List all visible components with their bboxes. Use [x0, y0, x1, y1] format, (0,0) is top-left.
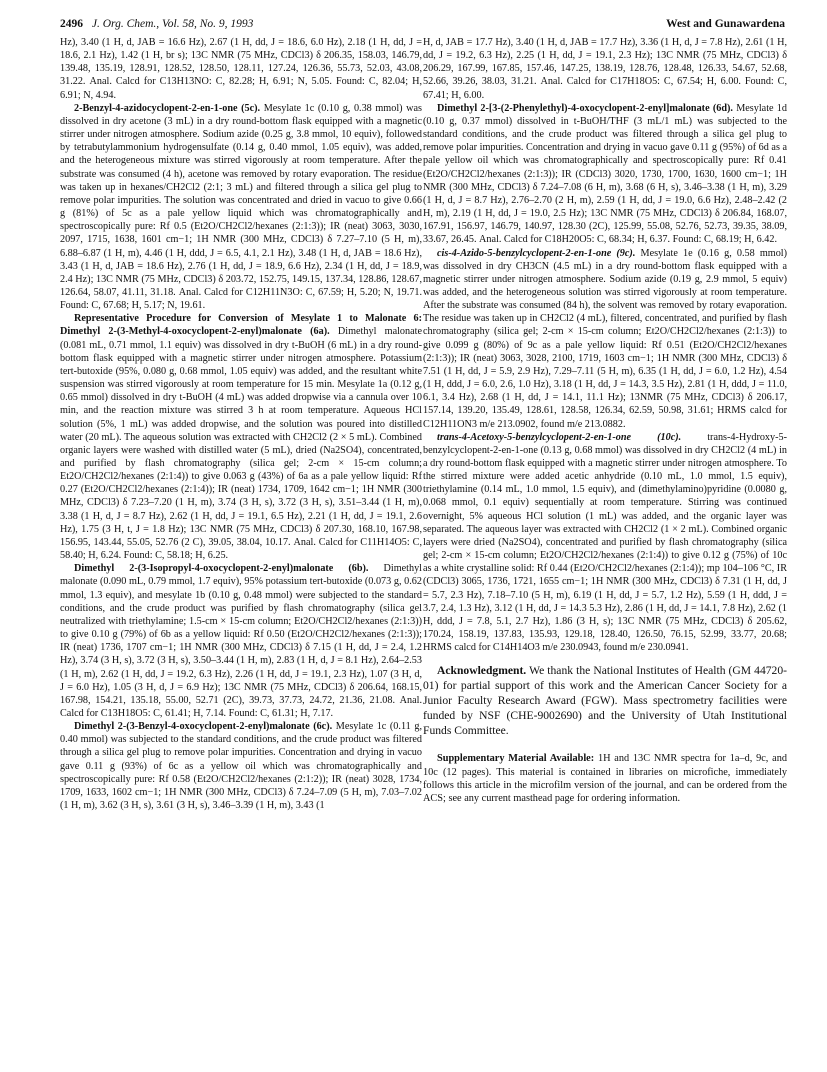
journal-citation: J. Org. Chem., Vol. 58, No. 9, 1993 — [91, 18, 254, 30]
acknowledgment-body: We thank the National Institutes of Health (GM 44720-01) for partial support of this work and the American Cancer Society for a Junior Faculty Research Award (FGW). Mass spectrometry facilities were funded by NSF (CHE-9002690) and the University of Utah Institutional Funds Committee. — [423, 664, 787, 738]
body-10c: trans-4-Hydroxy-5-benzylcyclopent-2-en-1-one (0.13 g, 0.68 mmol) was dissolved in dry CH2Cl2 (4 mL) in a dry round-bottom flask equipped with a magnetic stirrer under nitrogen atmosphere. To the stirred mixture were added acetic anhydride (0.10 mL, 1.0 mmol, 1.5 equiv), triethylamine (0.14 mL, 1.0 mmol, 1.5 equiv), and (dimethylamino)pyridine (0.0080 g, 0.068 mmol, 0.1 equiv) sequentially at room temperature. Stirring was continued overnight, 5% aqueous HCl solution (1 mL) was added, and the organic layer was separated. The aqueous layer was extracted with CH2Cl2 (1 × 2 mL). Combined organic layers were dried (Na2SO4), concentrated and purified by flash chromatography (silica gel; 2-cm × 15-cm column; Et2O/CH2Cl2/hexanes (2:1:4)) to give 0.12 g (75%) of 10c as a white crystalline solid: Rf 0.44 (Et2O/CH2Cl2/hexanes (2:1:4)); mp 104–106 °C, IR (CDCl3) 3065, 1736, 1721, 1655 cm−1; 1H NMR (300 MHz, CDCl3) δ 7.31 (1 H, dd, J = 5.7, 2.3 Hz), 7.18–7.10 (5 H, m), 6.19 (1 H, dd, J = 5.7, 1.2 Hz), 5.59 (1 H, ddd, J = 3.7, 2.4, 1.3 Hz), 3.12 (1 H, dd, J = 14.3 5.3 Hz), 2.86 (1 H, dd, J = 14.1, 7.8 Hz), 2.62 (1 H, ddd, J = 7.8, 5.1, 2.7 Hz), 1.86 (3 H, s); 13C NMR (75 MHz, CDCl3) δ 205.62, 170.24, 158.19, 137.83, 135.93, 129.18, 128.40, 126.50, 76.15, 52.99, 33.77, 20.68; HRMS calcd for C14H14O3 m/e 230.0943, found m/e 230.0941. — [423, 431, 787, 654]
heading-10c: trans-4-Acetoxy-5-benzylcyclopent-2-en-1-one (10c). — [437, 431, 682, 443]
paragraph-6a — [60, 312, 422, 562]
heading-9c: cis-4-Azido-5-benzylcyclopent-2-en-1-one (9c). — [437, 247, 636, 259]
paragraph-6d — [423, 102, 787, 247]
paragraph-6c — [60, 720, 422, 812]
heading-6b: Dimethyl 2-(3-Isopropyl-4-oxocyclopent-2-enyl)malonate (6b). — [74, 563, 369, 575]
body-6b: Dimethyl malonate (0.090 mL, 0.79 mmol, 1.7 equiv), 95% potassium tert-butoxide (0.073 g, 0.62 mmol, 1.3 equiv), and mesylate 1b (0.10 g, 0.48 mmol) were subjected to the standard conditions, and the crude product was purified by flash chromatography (silica gel neutralized with triethylamine; 1.5-cm × 15-cm column; Et2O/CH2Cl2/hexanes (2:1:3)) to give 0.10 g (79%) of 6b as a yellow liquid: Rf 0.50 (Et2O/CH2Cl2/hexanes (2:1:3)); IR (neat) 1736, 1707 cm−1; 1H NMR (300 MHz, CDCl3) δ 7.15 (1 H, dd, J = 2.4, 1.2 Hz), 3.74 (3 H, s), 3.72 (3 H, s), 3.50–3.44 (1 H, m), 2.83 (1 H, d, J = 8.1 Hz), 2.64–2.53 (1 H, m), 2.62 (1 H, dd, J = 19.2, 6.3 Hz), 2.26 (1 H, dd, J = 19.1, 2.3 Hz), 1.07 (3 H, d, J = 6.0 Hz), 1.05 (3 H, d, J = 6.9 Hz); 13C NMR (75 MHz, CDCl3) δ 206.64, 168.15, 167.98, 154.21, 135.18, 55.00, 52.71 (2C), 39.73, 37.73, 24.72, 21.36, 21.08. Anal. Calcd for C13H18O5: C, 61.41; H, 7.14. Found: C, 61.31; H, 7.17. — [60, 563, 422, 719]
body-6c: Mesylate 1c (0.11 g, 0.40 mmol) was subjected to the standard conditions, and the crude product was filtered through a silica gel plug to remove polar impurities. Concentration and drying in vacuo gave 0.11 g (93%) of 6c as a yellow oil which was chromatographically and spectroscopically pure: Rf 0.58 (Et2O/CH2Cl2/hexanes (2:1:2)); IR (neat) 3028, 1734, 1709, 1633, 1602 cm−1; 1H NMR (300 MHz, CDCl3) δ 7.24–7.09 (5 H, m), 7.03–7.02 (1 H, m), 3.62 (3 H, s), 3.61 (3 H, s), 3.46–3.39 (1 H, m), 3.43 (1 — [60, 721, 422, 812]
supplementary-material — [423, 752, 787, 805]
supplementary-heading: Supplementary Material Available: — [437, 753, 595, 765]
page-number: 2496 — [60, 18, 83, 30]
paragraph-9c — [423, 247, 787, 431]
acknowledgment-heading: Acknowledgment. — [437, 664, 527, 678]
header-left — [60, 18, 253, 30]
heading-5c: 2-Benzyl-4-azidocyclopent-2-en-1-one (5c). — [74, 102, 261, 114]
paragraph-6b — [60, 562, 422, 720]
acknowledgment — [423, 663, 787, 738]
paragraph-5c — [60, 102, 422, 313]
right-column — [423, 36, 787, 805]
paragraph-6c-continued: H, d, JAB = 17.7 Hz), 3.40 (1 H, d, JAB = 17.7 Hz), 3.36 (1 H, d, J = 7.8 Hz), 2.61 (1 H, dd, J = 19.2, 6.3 Hz), 2.25 (1 H, dd, J = 19.1, 2.3 Hz); 13C NMR (75 MHz, CDCl3) δ 206.29, 167.99, 167.85, 157.46, 147.25, 138.19, 128.76, 128.48, 126.33, 54.67, 52.68, 52.66, 39.26, 38.03, 31.21. Anal. Calcd for C17H18O5: C, 67.54; H, 6.00. Found: C, 67.41; H, 6.00. — [423, 37, 787, 101]
heading-6a: Representative Procedure for Conversion of Mesylate 1 to Malonate 6: Dimethyl 2-(3-Methyl-4-oxocyclopent-2-enyl)malonate (6a). — [60, 313, 422, 338]
body-5c: Mesylate 1c (0.10 g, 0.38 mmol) was dissolved in dry acetone (3 mL) in a dry round-bottom flask equipped with a magnetic stirrer under nitrogen atmosphere. Sodium azide (0.25 g, 3.8 mmol, 10 equiv), followed by tetrabutylammonium hydrogensulfate (0.14 g, 0.40 mmol, 1.05 equiv), was added, and the heterogeneous mixture was stirred vigorously at room temperature. After the substrate was consumed (4 h), acetone was removed by rotary evaporation. The residue was taken up in hexanes/CH2Cl2 (2:1; 3 mL) and filtered through a silica gel plug to remove polar impurities. The solution was concentrated and dried in vacuo to give 0.66 g (81%) of 5c as a pale yellow liquid which was chromatographically and spectroscopically pure: Rf 0.5 (Et2O/CH2Cl2/hexanes (2:1:3)); IR (neat) 3063, 3030, 2097, 1715, 1638, 1601 cm−1; 1H NMR (300 MHz, CDCl3) δ 7.27–7.10 (5 H, m), 6.88–6.87 (1 H, m), 4.46 (1 H, ddd, J = 6.5, 4.1, 2.1 Hz), 3.48 (1 H, d, JAB = 18.6 Hz), 3.43 (1 H, d, JAB = 18.6 Hz), 2.76 (1 H, dd, J = 18.9, 6.6 Hz), 2.34 (1 H, dd, J = 18.9, 2.4 Hz); 13C NMR (75 MHz, CDCl3) δ 203.72, 152.75, 149.15, 137.34, 128.86, 128.67, 126.64, 58.07, 41.11, 31.18. Anal. Calcd for C12H11N3O: C, 67.59; H, 5.20; N, 19.71. Found: C, 67.68; H, 5.17; N, 19.61. — [60, 102, 423, 312]
heading-6c: Dimethyl 2-(3-Benzyl-4-oxocyclopent-2-enyl)malonate (6c). — [74, 721, 333, 733]
body-6d: Mesylate 1d (0.10 g, 0.37 mmol) dissolved in t-BuOH/THF (3 mL/1 mL) was subjected to the standard conditions, and the crude product was filtered through a silica gel plug to remove polar impurities. Concentration and drying in vacuo gave 0.11 g (95%) of 6d as a pale yellow oil which was chromatographically and spectroscopically pure: Rf 0.41 (Et2O/CH2Cl2/hexanes (2:1:3)); IR (CDCl3) 3020, 1730, 1700, 1630, 1600 cm−1; 1H NMR (300 MHz, CDCl3) δ 7.24–7.08 (6 H, m), 3.68 (6 H, s), 3.46–3.38 (1 H, m), 3.29 (1 H, d, J = 8.7 Hz), 2.76–2.70 (2 H, m), 2.59 (1 H, dd, J = 19.0, 6.6 Hz), 2.48–2.42 (2 H, m), 2.19 (1 H, dd, J = 19.0, 2.5 Hz); 13C NMR (75 MHz, CDCl3) δ 206.84, 168.07, 167.91, 156.97, 146.79, 140.97, 128.30 (2C), 125.99, 55.08, 52.76, 52.73, 39.35, 38.09, 33.67, 26.45. Anal. Calcd for C18H20O5: C, 68.34; H, 6.37. Found: C, 68.19; H, 6.42. — [423, 102, 787, 246]
paragraph-10c — [423, 431, 787, 655]
supplementary-body: 1H and 13C NMR spectra for 1a–d, 9c, and 10c (12 pages). This material is contained in libraries on microfiche, immediately follows this article in the microfilm version of the journal, and can be ordered from the ACS; see any current masthead page for ordering information. — [423, 753, 787, 804]
heading-6d: Dimethyl 2-[3-(2-Phenylethyl)-4-oxocyclopent-2-enyl]malonate (6d). — [437, 102, 733, 114]
header-authors: West and Gunawardena — [666, 18, 785, 30]
body-6a: Dimethyl malonate (0.081 mL, 0.71 mmol, 1.1 equiv) was dissolved in dry t-BuOH (6 mL) in a dry round-bottom flask equipped with a magnetic stirrer under nitrogen atmosphere. Potassium tert-butoxide (95%, 0.080 g, 0.68 mmol, 1.05 equiv) was added, and the resultant white suspension was stirred vigorously at room temperature for 15 min. Mesylate 1a (0.12 g, 0.65 mmol) dissolved in dry t-BuOH (4 mL) was added dropwise via a cannula over 10 min, and the reaction mixture was stirred 3 h at room temperature. Aqueous HCl solution (5%, 1 mL) was added dropwise, and the solution was poured into distilled water (20 mL). The aqueous solution was extracted with CH2Cl2 (2 × 5 mL). Combined organic layers were washed with distilled water (5 mL), dried (Na2SO4), concentrated, and purified by flash chromatography (silica gel; 2-cm × 15-cm column; Et2O/CH2Cl2/hexanes (2:1:4)) to give 0.063 g (43%) of 6a as a pale yellow liquid: Rf 0.27 (Et2O/CH2Cl2/hexanes (2:1:4)); IR (neat) 1734, 1709, 1642 cm−1; 1H NMR (300 MHz, CDCl3) δ 7.23–7.20 (1 H, m), 3.74 (3 H, s), 3.72 (3 H, s), 3.51–3.44 (1 H, m), 3.38 (1 H, d, J = 8.7 Hz), 2.62 (1 H, dd, J = 19.1, 6.5 Hz), 2.21 (1 H, dd, J = 19.1, 2.6 Hz), 1.75 (3 H, t, J = 1.8 Hz); 13C NMR (75 MHz, CDCl3) δ 207.30, 168.10, 167.98, 156.95, 143.44, 55.05, 52.76 (2 C), 39.05, 38.04, 10.17. Anal. Calcd for C11H14O5: C, 58.40; H, 6.24. Found: C, 58.18; H, 6.25. — [60, 326, 422, 562]
body-9c: Mesylate 1e (0.16 g, 0.58 mmol) was dissolved in dry CH3CN (4.5 mL) in a dry round-bottom flask equipped with a magnetic stirrer under nitrogen atmosphere. Sodium azide (0.19 g, 2.9 mmol, 5 equiv) was added, and the heterogeneous solution was stirred vigorously at room temperature. After the substrate was consumed (84 h), the solvent was removed by rotary evaporation. The residue was taken up in CH2Cl2 (4 mL), filtered, concentrated, and purified by flash chromatography (silica gel; 2-cm × 15-cm column; Et2O/CH2Cl2/hexanes (2:1:3)) to give 0.099 g (80%) of 9c as a pale yellow liquid: Rf 0.51 (Et2O/CH2Cl2/hexanes (2:1:3)); IR (neat) 3063, 3028, 2100, 1719, 1603 cm−1; 1H NMR (300 MHz, CDCl3) δ 7.51 (1 H, dd, J = 5.9, 2.9 Hz), 7.29–7.11 (5 H, m), 6.35 (1 H, dd, J = 6.0, 1.2 Hz), 4.54 (1 H, ddd, J = 6.0, 2.6, 1.0 Hz), 3.18 (1 H, dd, J = 14.3, 3.5 Hz), 2.81 (1 H, ddd, J = 11.0, 6.1, 3.4 Hz), 2.68 (1 H, dd, J = 14.1, 11.1 Hz); 13NMR (75 MHz, CDCl3) δ 206.17, 157.14, 139.20, 135.49, 128.61, 128.58, 126.34, 62.59, 50.98, 31.61; HRMS calcd for C12H11ON3 m/e 213.0902, found m/e 213.0882. — [423, 247, 788, 430]
paragraph-continued: Hz), 3.40 (1 H, d, JAB = 16.6 Hz), 2.67 (1 H, dd, J = 18.6, 6.0 Hz), 2.18 (1 H, dd, J = 18.6, 2.1 Hz), 1.42 (1 H, br s); 13C NMR (75 MHz, CDCl3) δ 206.35, 158.03, 146.79, 139.48, 135.19, 128.91, 128.52, 128.50, 128.11, 127.24, 126.36, 55.73, 52.03, 43.08, 31.22. Anal. Calcd for C13H13NO: C, 82.28; H, 6.91; N, 5.05. Found: C, 82.04; H, 6.91; N, 4.94. — [60, 37, 422, 101]
left-column — [60, 36, 422, 812]
